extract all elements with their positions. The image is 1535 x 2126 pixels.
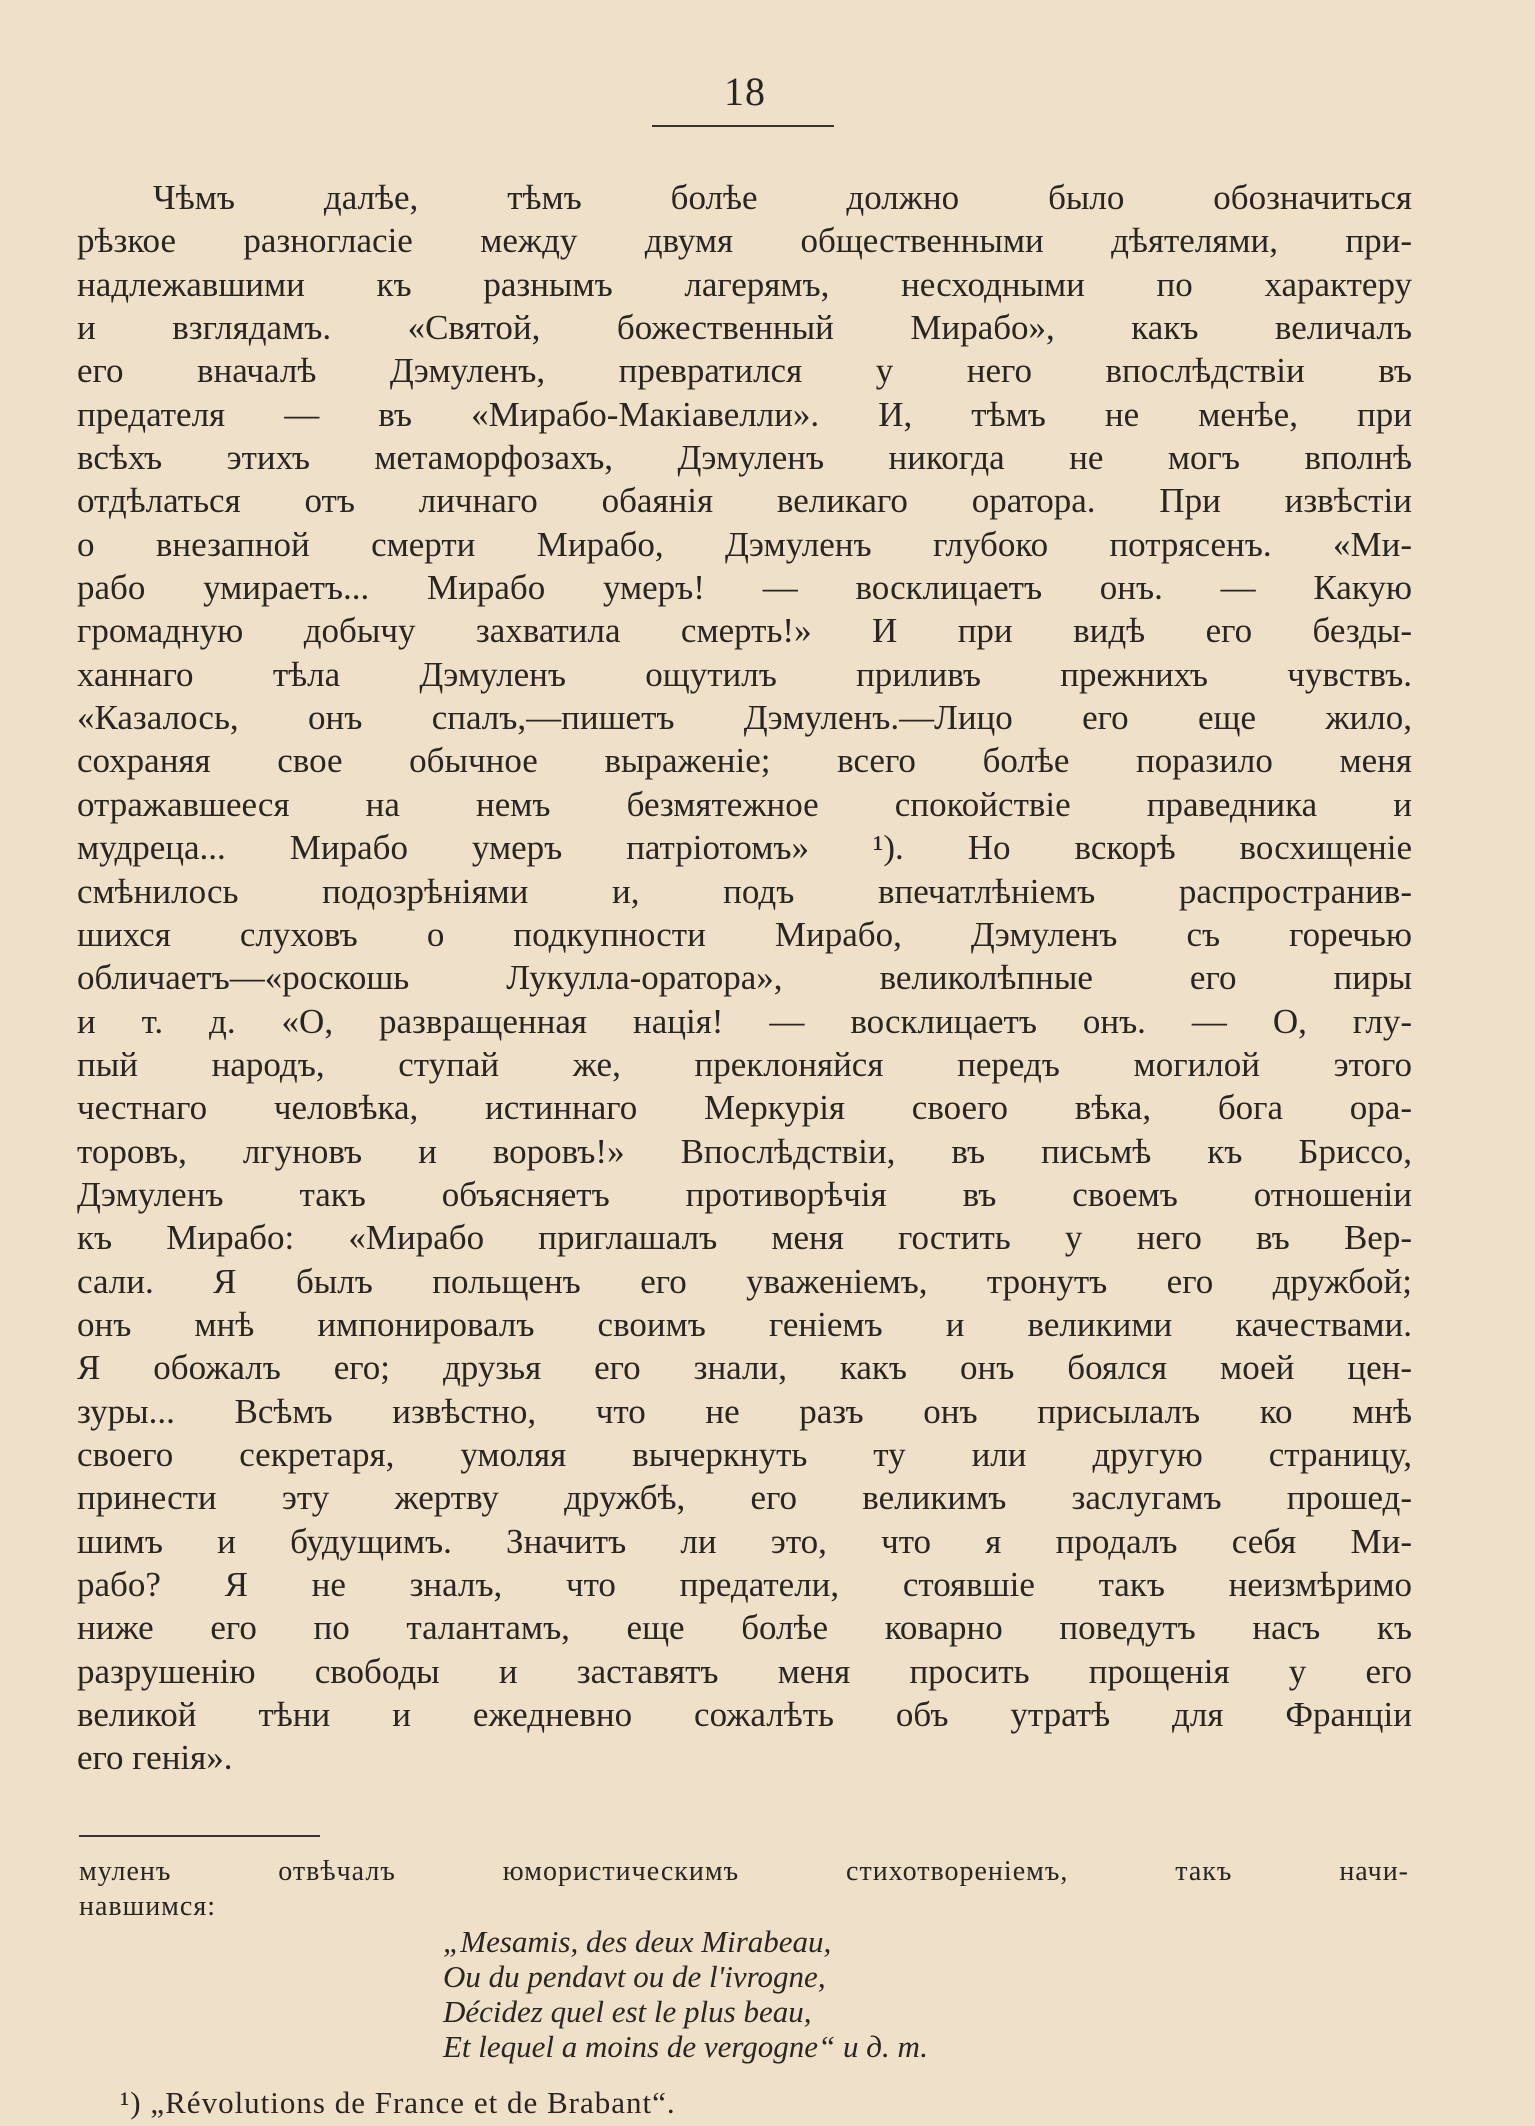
- text-line: отдѣлаться отъ личнаго обаянія великаго оратора. При извѣстіи: [77, 481, 1412, 521]
- text-line: принести эту жертву дружбѣ, его великимъ заслугамъ прошед-: [77, 1478, 1412, 1518]
- page-number: 18: [724, 69, 766, 114]
- footnote-line: навшимся:: [79, 1891, 216, 1922]
- verse-line: „Mesamis, des deux Mirabeau,: [443, 1924, 832, 1959]
- verse-quote: [443, 1924, 1343, 2064]
- text-line: «Казалось, онъ спалъ,—пишетъ Дэмуленъ.—Лицо его еще жило,: [77, 698, 1412, 738]
- text-line: пый народъ, ступай же, преклоняйся передъ могилой этого: [77, 1044, 1412, 1084]
- text-line: рѣзкое разногласіе между двумя общественными дѣятелями, при-: [77, 221, 1412, 261]
- text-line: о внезапной смерти Мирабо, Дэмуленъ глубоко потрясенъ. «Ми-: [77, 524, 1412, 564]
- text-line: всѣхъ этихъ метаморфозахъ, Дэмуленъ никогда не могъ вполнѣ: [77, 438, 1412, 478]
- verse-line: Ou du pendavt ou de l'ivrogne,: [443, 1959, 826, 1994]
- text-line: Дэмуленъ такъ объясняетъ противорѣчія въ своемъ отношеніи: [77, 1174, 1412, 1214]
- footnote-rule: [79, 1835, 320, 1837]
- text-line: громадную добычу захватила смерть!» И при видѣ его безды-: [77, 611, 1412, 651]
- text-line: своего секретаря, умоляя вычеркнуть ту или другую страницу,: [77, 1434, 1412, 1474]
- text-line: ниже его по талантамъ, еще болѣе коварно поведутъ насъ къ: [77, 1608, 1412, 1648]
- text-line: рабо умираетъ... Мирабо умеръ! — восклицаетъ онъ. — Какую: [77, 568, 1412, 608]
- text-line: шихся слуховъ о подкупности Мирабо, Дэмуленъ съ горечью: [77, 914, 1412, 954]
- text-line: торовъ, лгуновъ и воровъ!» Впослѣдствіи, въ письмѣ къ Бриссо,: [77, 1131, 1412, 1171]
- text-line: и взглядамъ. «Святой, божественный Мирабо», какъ величалъ: [77, 308, 1412, 348]
- text-line: сохраняя свое обычное выраженіе; всего болѣе поразило меня: [77, 741, 1412, 781]
- text-line: Чѣмъ далѣе, тѣмъ болѣе должно было обозначиться: [153, 178, 1412, 217]
- text-line: отражавшееся на немъ безмятежное спокойствіе праведника и: [77, 784, 1412, 824]
- text-line: его генія».: [77, 1738, 233, 1778]
- page-number-rule: [652, 125, 834, 127]
- text-line: къ Мирабо: «Мирабо приглашалъ меня гостить у него въ Вер-: [77, 1218, 1412, 1258]
- text-line: великой тѣни и ежедневно сожалѣть объ утратѣ для Франціи: [77, 1695, 1412, 1735]
- footnote-text: [79, 1854, 1409, 1924]
- text-line: ханнаго тѣла Дэмуленъ ощутилъ приливъ прежнихъ чувствъ.: [77, 654, 1412, 694]
- footnote-1: ¹) „Révolutions de France et de Brabant“.: [120, 2085, 676, 2120]
- text-line: разрушенію свободы и заставятъ меня просить прощенія у его: [77, 1651, 1412, 1691]
- text-line: зуры... Всѣмъ извѣстно, что не разъ онъ присылалъ ко мнѣ: [77, 1391, 1412, 1431]
- verse-line: Décidez quel est le plus beau,: [443, 1994, 812, 2029]
- verse-line: Et lequel a moins de vergogne“ и д. т.: [443, 2029, 928, 2064]
- text-line: надлежавшими къ разнымъ лагерямъ, несходными по характеру: [77, 264, 1412, 304]
- text-line: его вначалѣ Дэмуленъ, превратился у него впослѣдствіи въ: [77, 351, 1412, 391]
- text-line: рабо? Я не зналъ, что предатели, стоявшіе такъ неизмѣримо: [77, 1565, 1412, 1604]
- text-line: и т. д. «О, развращенная нація! — восклицаетъ онъ. — О, глу-: [77, 1001, 1412, 1041]
- text-line: онъ мнѣ импонировалъ своимъ геніемъ и великими качествами.: [77, 1304, 1412, 1344]
- footnote-line: муленъ отвѣчалъ юмористическимъ стихотвореніемъ, такъ начи-: [79, 1856, 1409, 1887]
- text-line: сали. Я былъ польщенъ его уваженіемъ, тронутъ его дружбой;: [77, 1261, 1412, 1301]
- text-line: Я обожалъ его; друзья его знали, какъ онъ боялся моей цен-: [77, 1348, 1412, 1388]
- text-line: шимъ и будущимъ. Значитъ ли это, что я продалъ себя Ми-: [77, 1521, 1412, 1561]
- text-line: честнаго человѣка, истиннаго Меркурія своего вѣка, бога ора-: [77, 1088, 1412, 1128]
- text-line: обличаетъ—«роскошь Лукулла-оратора», великолѣпные его пиры: [77, 958, 1412, 998]
- main-text: [77, 176, 1412, 1780]
- text-line: мудреца... Мирабо умеръ патріотомъ» ¹). Но вскорѣ восхищеніе: [77, 828, 1412, 868]
- text-line: смѣнилось подозрѣніями и, подъ впечатлѣніемъ распространив-: [77, 871, 1412, 911]
- text-line: предателя — въ «Мирабо-Макіавелли». И, тѣмъ не менѣе, при: [77, 394, 1412, 434]
